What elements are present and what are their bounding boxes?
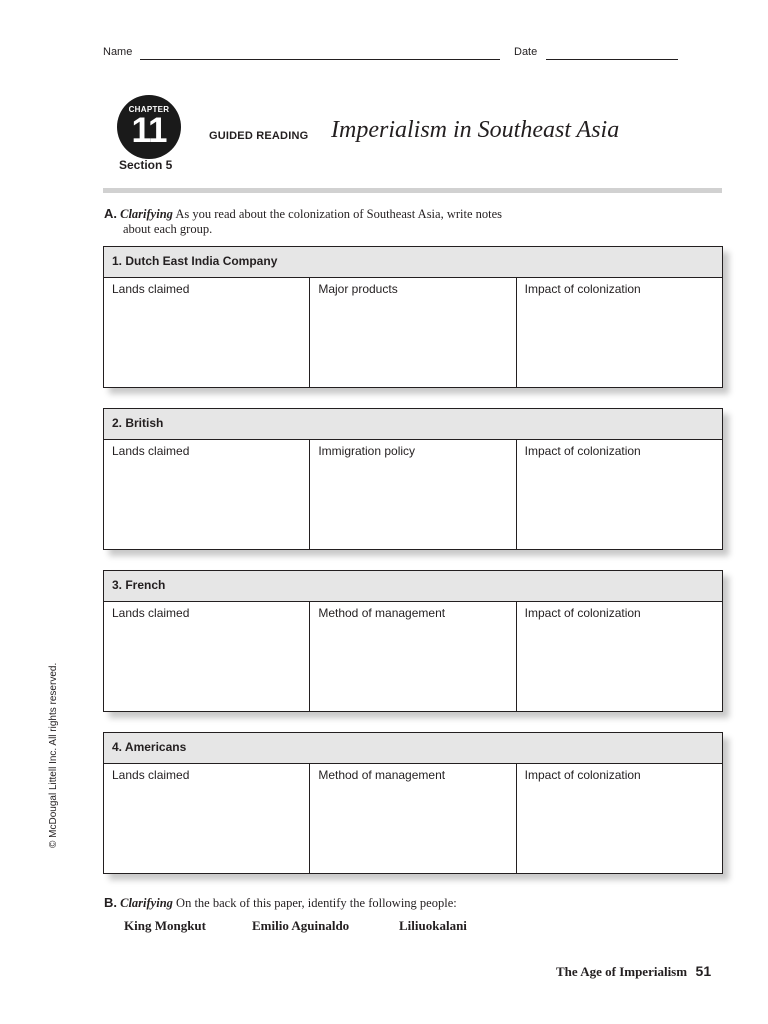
table-cell-impact[interactable]: Impact of colonization: [516, 440, 722, 549]
person-name: King Mongkut: [124, 918, 206, 933]
table-cell-method-of-management[interactable]: Method of management: [309, 602, 515, 711]
name-label: Name: [103, 46, 133, 58]
part-b-text: On the back of this paper, identify the following people:: [176, 896, 457, 910]
page-footer: [556, 963, 711, 981]
table-heading: 4. Americans: [104, 733, 722, 764]
table-cell-lands-claimed[interactable]: Lands claimed: [112, 282, 190, 296]
page-title: Imperialism in Southeast Asia: [331, 117, 620, 143]
table-heading: 2. British: [104, 409, 722, 440]
chapter-number: 11: [131, 111, 167, 150]
table-cell-impact[interactable]: Impact of colonization: [516, 602, 722, 711]
header-divider: [103, 188, 722, 193]
part-a-text-line2: about each group.: [123, 222, 213, 236]
name-field[interactable]: [140, 59, 500, 60]
copyright-notice: © McDougal Littell Inc. All rights reserved.: [48, 662, 59, 848]
date-field[interactable]: [546, 59, 678, 60]
table-americans: [103, 732, 723, 874]
part-a-skill: Clarifying: [120, 207, 173, 221]
page-number: 51: [695, 963, 712, 979]
part-b-instructions: [104, 895, 457, 911]
section-label: Section 5: [119, 158, 173, 172]
part-b-skill: Clarifying: [120, 896, 173, 910]
table-cell-immigration-policy[interactable]: Immigration policy: [309, 440, 515, 549]
name-date-row: [103, 46, 678, 62]
part-a-letter: A.: [104, 206, 117, 221]
date-label: Date: [514, 46, 538, 58]
table-french: [103, 570, 723, 712]
table-heading: 3. French: [104, 571, 722, 602]
guided-reading-label: GUIDED READING: [209, 130, 309, 142]
table-cell-method-of-management[interactable]: Method of management: [309, 764, 515, 873]
part-b-letter: B.: [104, 895, 117, 910]
table-cell-lands-claimed[interactable]: Lands claimed: [112, 606, 190, 620]
part-a-text-line1: As you read about the colonization of Southeast Asia, write notes: [175, 207, 503, 221]
person-name: Emilio Aguinaldo: [252, 918, 350, 933]
chapter-label: CHAPTER: [128, 105, 170, 114]
table-heading: 1. Dutch East India Company: [104, 247, 722, 278]
table-cell-lands-claimed[interactable]: Lands claimed: [112, 768, 190, 782]
table-dutch-east-india-company: [103, 246, 723, 388]
table-cell-lands-claimed[interactable]: Lands claimed: [112, 444, 190, 458]
book-title: The Age of Imperialism: [556, 964, 688, 979]
chapter-badge: [117, 95, 181, 159]
table-british: [103, 408, 723, 550]
table-cell-impact[interactable]: Impact of colonization: [516, 764, 722, 873]
part-a-instructions: [104, 206, 584, 237]
person-name: Liliuokalani: [399, 918, 467, 933]
table-cell-major-products[interactable]: Major products: [309, 278, 515, 387]
table-cell-impact[interactable]: Impact of colonization: [516, 278, 722, 387]
